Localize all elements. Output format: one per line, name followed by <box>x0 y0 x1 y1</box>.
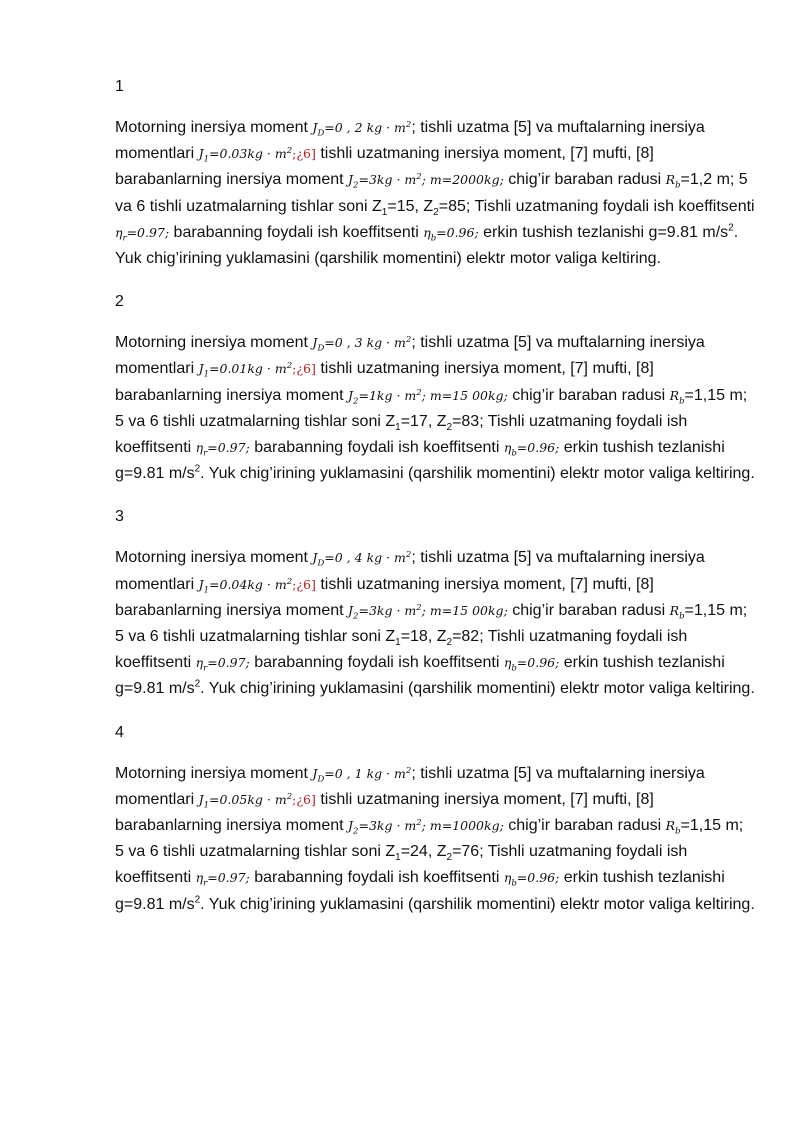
text-run: m; 5 va 6 tishli uzatmalarning tishlar soni Z <box>115 386 748 430</box>
problem-number: 2 <box>115 293 124 311</box>
formula-rb <box>665 818 681 837</box>
superscript-2: 2 <box>416 602 422 613</box>
equals-sign: = <box>324 550 335 566</box>
symbol-r: R <box>669 387 680 403</box>
equals-sign: = <box>324 765 335 781</box>
formula-jd <box>312 119 412 139</box>
subscript-d: D <box>317 128 325 139</box>
equals-sign: = <box>209 361 220 377</box>
subscript-2: 2 <box>446 422 453 434</box>
eta-b-value: =0.96 <box>516 440 556 456</box>
symbol-eta: η <box>503 870 512 886</box>
formula-jd <box>312 765 412 785</box>
text-run: m; 5 va 6 tishli uzatmalarning tishlar soni Z <box>115 601 748 646</box>
z2-value: 82 <box>461 628 480 646</box>
problem-2 <box>115 292 755 487</box>
subscript-1: 1 <box>395 852 401 864</box>
text-run: . Yuk chig’irining yuklamasini (qarshilik momentini) elektr motor valiga keltiring. <box>200 895 755 913</box>
unit-kg: kg <box>484 818 500 834</box>
subscript-2: 2 <box>433 206 439 218</box>
symbol-j: J <box>198 576 204 592</box>
problem-number: 3 <box>115 508 124 526</box>
unit-kgm: kg · m <box>247 791 287 807</box>
semicolon: ; <box>555 655 560 671</box>
text-run: chig’ir baraban radusi <box>507 386 670 404</box>
subscript-b: b <box>675 826 681 837</box>
problem-4 <box>115 723 755 918</box>
unit-kgm: kg · m <box>247 146 287 162</box>
jd-value: 0 , 3 <box>334 335 363 351</box>
semicolon: ; <box>503 387 508 403</box>
superscript-2: 2 <box>405 550 412 561</box>
problem-number: 1 <box>115 78 124 95</box>
semicolon: ; <box>503 602 508 618</box>
formula-eta-b <box>503 440 560 459</box>
text-run: tishli uzatmaning inersiya moment, [7] mufti, [8] barabanlarning inersiya moment <box>115 575 654 619</box>
j1-value: 0.03 <box>219 146 248 162</box>
subscript-r: r <box>203 663 208 674</box>
superscript-2: 2 <box>286 791 293 802</box>
text-run: ; tishli uzatma [5] va muftalarning inersiya momentlari <box>115 764 705 808</box>
text-run: . Yuk chig’irining yuklamasini (qarshilik momentini) elektr motor valiga keltiring. <box>200 680 755 698</box>
subscript-1: 1 <box>395 637 401 649</box>
superscript-2: 2 <box>416 172 422 183</box>
text-run: = <box>400 628 411 646</box>
subscript-d: D <box>317 343 325 354</box>
equals-sign: = <box>358 172 369 188</box>
semicolon: ; <box>245 870 250 886</box>
symbol-eta: η <box>195 440 204 456</box>
semicolon: ; <box>474 224 479 240</box>
superscript-2: 2 <box>286 361 293 372</box>
text-run: ; tishli uzatma [5] va muftalarning inersiya momentlari <box>115 334 705 378</box>
equals-sign: = <box>209 791 220 807</box>
z2-value: 83 <box>461 412 480 430</box>
j2-value: 3 <box>368 172 377 188</box>
j1-value: 0.01 <box>219 361 248 377</box>
subscript-2: 2 <box>446 637 453 649</box>
subscript-b: b <box>430 233 437 244</box>
equals-sign: = <box>358 818 369 834</box>
formula-eta-b <box>423 224 479 244</box>
superscript-2: 2 <box>416 387 422 398</box>
mass-value: 2000 <box>452 172 484 188</box>
text-run: erkin tushish tezlanishi g=9.81 m/s <box>478 223 729 241</box>
radius-value: 1,2 <box>689 171 713 189</box>
formula-rb <box>669 387 685 407</box>
unit-kgm: kg · m <box>366 765 406 781</box>
formula-j2-mass <box>348 172 504 191</box>
z1-value: 17 <box>410 412 428 430</box>
formula-j2-mass <box>348 602 508 622</box>
text-run: , Z <box>427 412 447 430</box>
formula-eta-r <box>195 870 250 889</box>
equals-sign: = <box>209 146 220 162</box>
unit-kg: kg <box>487 387 504 403</box>
text-run: = <box>400 412 411 430</box>
unit-kgm: kg · m <box>366 550 406 566</box>
equals-sign: = <box>324 335 335 351</box>
semicolon: ; <box>555 870 560 886</box>
symbol-j: J <box>348 387 354 403</box>
superscript-2: 2 <box>405 335 412 346</box>
subscript-b: b <box>511 878 517 889</box>
subscript-2: 2 <box>353 396 359 407</box>
symbol-j: J <box>312 550 318 566</box>
subscript-d: D <box>317 774 325 785</box>
text-run: = <box>680 171 690 189</box>
subscript-b: b <box>679 611 685 622</box>
symbol-j: J <box>312 120 318 135</box>
subscript-b: b <box>679 396 685 407</box>
eta-b-value: =0.96 <box>436 224 475 240</box>
unit-kgm: kg · m <box>366 120 406 135</box>
superscript-2: 2 <box>286 576 293 587</box>
unit-kgm: kg · m <box>247 361 287 377</box>
formula-bracket: ;¿6] <box>292 576 316 592</box>
symbol-j: J <box>312 765 318 781</box>
z2-value: 76 <box>461 843 480 861</box>
subscript-1: 1 <box>203 369 210 380</box>
z2-value: 85 <box>448 197 466 215</box>
text-run: ; Tishli uzatmaning foydali ish koeffitsenti <box>115 628 688 672</box>
problem-3 <box>115 507 755 702</box>
mass-label: ; m= <box>421 387 453 403</box>
text-run: , Z <box>414 197 434 215</box>
text-run: , Z <box>427 628 447 646</box>
text-run: = <box>387 197 397 215</box>
mass-value: 15 00 <box>452 387 488 403</box>
text-run: , Z <box>427 843 447 861</box>
formula-eta-r <box>115 224 170 244</box>
subscript-1: 1 <box>203 585 210 596</box>
equals-sign: = <box>209 576 220 592</box>
formula-bracket: ;¿6] <box>292 146 316 162</box>
z1-value: 18 <box>410 628 428 646</box>
text-run: chig’ir baraban radusi <box>507 601 670 619</box>
text-run: ; Tishli uzatmaning foydali ish koeffitsenti <box>115 412 688 457</box>
symbol-eta: η <box>503 440 512 456</box>
subscript-r: r <box>122 233 127 244</box>
subscript-r: r <box>203 448 208 459</box>
text-run: ; tishli uzatma [5] va muftalarning inersiya momentlari <box>115 549 705 593</box>
mass-label: ; m= <box>421 172 453 188</box>
symbol-j: J <box>198 146 204 162</box>
formula-eta-r <box>195 655 250 674</box>
text-run: erkin tushish tezlanishi g=9.81 m/s <box>115 654 725 698</box>
superscript-2: 2 <box>194 679 201 691</box>
text-run: . Yuk chig’irining yuklamasini (qarshilik momentini) elektr motor valiga keltiring. <box>115 223 739 268</box>
eta-r-value: =0.97 <box>207 870 246 886</box>
symbol-j: J <box>348 818 354 834</box>
unit-kgm: kg · m <box>376 818 417 834</box>
text-run: ; Tishli uzatmaning foydali ish koeffitsenti <box>465 197 755 215</box>
text-run: m; 5 va 6 tishli uzatmalarning tishlar soni Z <box>115 817 744 861</box>
text-run: = <box>680 817 690 835</box>
subscript-1: 1 <box>381 206 388 218</box>
j2-value: 3 <box>368 818 377 834</box>
symbol-j: J <box>348 172 354 188</box>
symbol-eta: η <box>503 655 512 671</box>
formula-j1 <box>198 576 293 596</box>
text-run: tishli uzatmaning inersiya moment, [7] mufti, [8] barabanlarning inersiya moment <box>115 790 654 835</box>
text-run: Motorning inersiya moment <box>115 334 313 352</box>
equals-sign: = <box>324 120 335 135</box>
problem-1 <box>115 77 755 272</box>
formula-j1 <box>198 361 293 380</box>
text-run: chig’ir baraban radusi <box>503 171 666 189</box>
symbol-eta: η <box>195 655 204 671</box>
subscript-2: 2 <box>353 180 359 191</box>
subscript-2: 2 <box>353 826 359 837</box>
subscript-2: 2 <box>446 852 453 864</box>
radius-value: 1,15 <box>693 601 726 619</box>
formula-j2-mass <box>348 387 508 407</box>
symbol-j: J <box>198 361 204 377</box>
formula-rb <box>669 602 685 622</box>
text-run: erkin tushish tezlanishi g=9.81 m/s <box>115 439 725 483</box>
semicolon: ; <box>555 440 560 456</box>
text-run: = <box>438 197 449 215</box>
radius-value: 1,15 <box>693 386 726 404</box>
text-run: barabanning foydali ish koeffitsenti <box>249 439 504 457</box>
symbol-j: J <box>348 602 354 618</box>
problem-text <box>115 545 755 702</box>
formula-j1 <box>198 146 293 165</box>
unit-kgm: kg · m <box>376 602 417 618</box>
symbol-eta: η <box>115 224 123 240</box>
superscript-2: 2 <box>405 765 412 776</box>
semicolon: ; <box>499 172 504 188</box>
document-body <box>115 77 755 938</box>
symbol-r: R <box>669 602 680 618</box>
text-run: = <box>452 628 462 646</box>
text-run: = <box>684 386 694 404</box>
subscript-2: 2 <box>353 611 359 622</box>
subscript-d: D <box>317 558 325 569</box>
z1-value: 15 <box>396 197 415 215</box>
superscript-2: 2 <box>194 894 201 906</box>
symbol-eta: η <box>423 224 431 240</box>
j1-value: 0.04 <box>219 576 248 592</box>
semicolon: ; <box>245 655 250 671</box>
text-run: m; 5 va 6 tishli uzatmalarning tishlar soni Z <box>115 171 748 215</box>
subscript-r: r <box>203 878 208 889</box>
superscript-2: 2 <box>286 146 293 157</box>
formula-jd <box>312 335 412 354</box>
text-run: = <box>400 843 411 861</box>
formula-j2-mass <box>348 817 504 837</box>
text-run: = <box>452 843 462 861</box>
superscript-2: 2 <box>728 222 734 234</box>
symbol-eta: η <box>195 870 204 886</box>
unit-kg: kg <box>484 172 500 188</box>
eta-b-value: =0.96 <box>516 870 556 886</box>
j1-value: 0.05 <box>219 791 248 807</box>
text-run: Motorning inersiya moment <box>115 119 313 136</box>
equals-sign: = <box>358 387 369 403</box>
symbol-j: J <box>198 791 204 807</box>
formula-eta-b <box>503 655 560 674</box>
z1-value: 24 <box>410 843 428 861</box>
text-run: Motorning inersiya moment <box>115 549 313 567</box>
j2-value: 1 <box>368 387 377 403</box>
text-run: chig’ir baraban radusi <box>503 817 666 835</box>
unit-kgm: kg · m <box>366 335 406 351</box>
unit-kgm: kg · m <box>376 172 417 188</box>
mass-value: 1000 <box>452 818 484 834</box>
formula-bracket: ;¿6] <box>292 361 316 377</box>
eta-r-value: =0.97 <box>126 224 165 240</box>
jd-value: 0 , 1 <box>334 765 363 781</box>
problem-text <box>115 330 755 487</box>
problem-text <box>115 761 755 918</box>
mass-label: ; m= <box>421 602 453 618</box>
j2-value: 3 <box>368 602 377 618</box>
formula-jd <box>312 550 412 569</box>
eta-r-value: =0.97 <box>207 655 246 671</box>
text-run: barabanning foydali ish koeffitsenti <box>249 654 504 672</box>
jd-value: 0 , 4 <box>334 550 363 566</box>
symbol-r: R <box>665 172 676 188</box>
text-run: = <box>452 412 462 430</box>
eta-b-value: =0.96 <box>516 655 556 671</box>
subscript-b: b <box>675 180 681 191</box>
formula-bracket: ;¿6] <box>292 791 316 807</box>
symbol-r: R <box>665 818 676 834</box>
problem-number: 4 <box>115 723 124 741</box>
subscript-1: 1 <box>203 154 210 165</box>
superscript-2: 2 <box>416 817 422 828</box>
text-run: . Yuk chig’irining yuklamasini (qarshilik momentini) elektr motor valiga keltiring. <box>200 465 755 483</box>
text-run: barabanning foydali ish koeffitsenti <box>169 223 424 241</box>
radius-value: 1,15 <box>689 817 722 835</box>
text-run: barabanning foydali ish koeffitsenti <box>249 869 504 887</box>
eta-r-value: =0.97 <box>207 440 246 456</box>
text-run: erkin tushish tezlanishi g=9.81 m/s <box>115 869 725 913</box>
equals-sign: = <box>358 602 369 618</box>
formula-eta-b <box>503 870 560 889</box>
semicolon: ; <box>164 224 170 240</box>
text-run: ; Tishli uzatmaning foydali ish koeffitsenti <box>115 843 688 887</box>
text-run: ; tishli uzatma [5] va muftalarning inersiya momentlari <box>115 119 705 163</box>
unit-kgm: kg · m <box>247 576 287 592</box>
formula-rb <box>665 172 681 191</box>
subscript-1: 1 <box>395 422 401 434</box>
symbol-j: J <box>312 335 318 351</box>
formula-eta-r <box>195 440 250 459</box>
semicolon: ; <box>499 818 504 834</box>
subscript-b: b <box>511 448 517 459</box>
semicolon: ; <box>245 440 250 456</box>
subscript-1: 1 <box>203 800 210 811</box>
subscript-b: b <box>511 663 517 674</box>
mass-value: 15 00 <box>452 602 488 618</box>
mass-label: ; m= <box>421 818 453 834</box>
unit-kgm: kg · m <box>376 387 417 403</box>
superscript-2: 2 <box>405 119 412 130</box>
text-run: tishli uzatmaning inersiya moment, [7] mufti, [8] barabanlarning inersiya moment <box>115 145 654 189</box>
text-run: tishli uzatmaning inersiya moment, [7] mufti, [8] barabanlarning inersiya moment <box>115 360 654 404</box>
superscript-2: 2 <box>194 463 201 475</box>
unit-kg: kg <box>487 602 504 618</box>
problem-text <box>115 115 755 272</box>
jd-value: 0 , 2 <box>334 120 363 135</box>
formula-j1 <box>198 791 293 811</box>
text-run: Motorning inersiya moment <box>115 764 313 782</box>
text-run: = <box>684 601 694 619</box>
